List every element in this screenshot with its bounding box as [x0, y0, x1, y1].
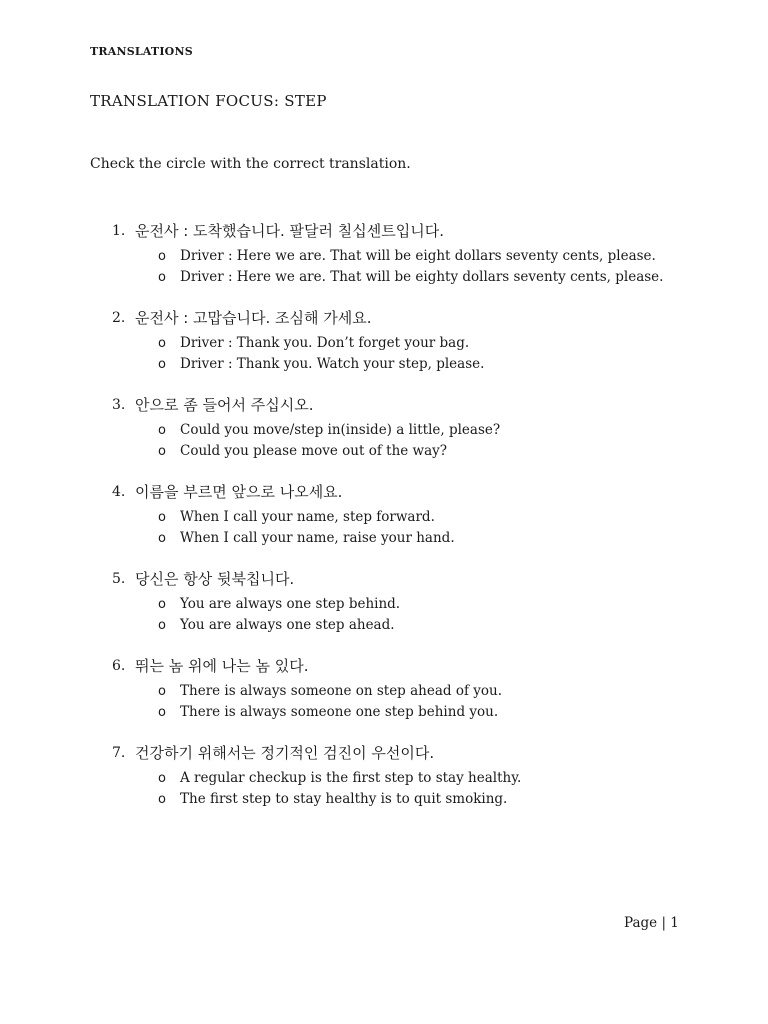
circle-icon[interactable]: o [158, 705, 166, 720]
question-korean-text: 운전사 : 도착했습니다. 팔달러 칠십센트입니다. [135, 222, 444, 240]
circle-icon[interactable]: o [158, 336, 166, 351]
answer-option[interactable] [90, 507, 690, 528]
question-number: 7. [112, 745, 126, 761]
answer-options [90, 681, 690, 723]
answer-option-text: Driver : Thank you. Don’t forget your bag. [180, 335, 470, 351]
circle-icon[interactable]: o [158, 249, 166, 264]
question-korean-text: 건강하기 위해서는 정기적인 검진이 우선이다. [135, 744, 435, 762]
answer-option[interactable] [90, 594, 690, 615]
question-number: 1. [112, 223, 126, 239]
answer-option[interactable] [90, 528, 690, 549]
circle-icon[interactable]: o [158, 531, 166, 546]
question-spacer [90, 462, 690, 479]
answer-options [90, 420, 690, 462]
question-spacer [90, 375, 690, 392]
answer-options [90, 333, 690, 375]
question-list [90, 218, 690, 810]
answer-option-text: When I call your name, raise your hand. [180, 530, 455, 546]
answer-option[interactable] [90, 420, 690, 441]
answer-option-text: Driver : Here we are. That will be eighty dollars seventy cents, please. [180, 269, 664, 285]
answer-option-text: When I call your name, step forward. [180, 509, 435, 525]
circle-icon[interactable]: o [158, 771, 166, 786]
question-spacer [90, 549, 690, 566]
question-korean [90, 392, 690, 418]
circle-icon[interactable]: o [158, 423, 166, 438]
answer-options [90, 246, 690, 288]
answer-option[interactable] [90, 354, 690, 375]
answer-option[interactable] [90, 267, 690, 288]
question-korean-text: 당신은 항상 뒷북칩니다. [135, 570, 295, 588]
page-header: TRANSLATIONS [90, 45, 193, 58]
page-title: TRANSLATION FOCUS: STEP [90, 92, 327, 110]
answer-option-text: Could you move/step in(inside) a little, please? [180, 422, 501, 438]
question-number: 2. [112, 310, 126, 326]
answer-options [90, 594, 690, 636]
answer-option-text: The first step to stay healthy is to quit smoking. [180, 791, 508, 807]
circle-icon[interactable]: o [158, 510, 166, 525]
question-item [90, 740, 690, 810]
circle-icon[interactable]: o [158, 792, 166, 807]
question-spacer [90, 636, 690, 653]
question-item [90, 305, 690, 392]
circle-icon[interactable]: o [158, 357, 166, 372]
answer-option[interactable] [90, 702, 690, 723]
answer-option-text: Could you please move out of the way? [180, 443, 448, 459]
answer-option-text: Driver : Here we are. That will be eight dollars seventy cents, please. [180, 248, 656, 264]
page-number: Page | 1 [624, 915, 679, 931]
answer-option[interactable] [90, 768, 690, 789]
question-number: 6. [112, 658, 126, 674]
instructions-text: Check the circle with the correct translation. [90, 156, 411, 172]
answer-option[interactable] [90, 246, 690, 267]
question-korean-text: 이름을 부르면 앞으로 나오세요. [135, 483, 343, 501]
question-item [90, 566, 690, 653]
question-korean-text: 뛰는 놈 위에 나는 놈 있다. [135, 657, 309, 675]
question-number: 4. [112, 484, 126, 500]
answer-option-text: You are always one step ahead. [180, 617, 395, 633]
answer-option-text: You are always one step behind. [180, 596, 401, 612]
answer-option[interactable] [90, 789, 690, 810]
circle-icon[interactable]: o [158, 684, 166, 699]
answer-option-text: A regular checkup is the first step to stay healthy. [180, 770, 522, 786]
answer-options [90, 507, 690, 549]
question-korean [90, 305, 690, 331]
question-number: 5. [112, 571, 126, 587]
answer-option[interactable] [90, 615, 690, 636]
circle-icon[interactable]: o [158, 270, 166, 285]
question-korean-text: 안으로 좀 들어서 주십시오. [135, 396, 314, 414]
answer-option-text: There is always someone on step ahead of you. [180, 683, 502, 699]
question-korean [90, 218, 690, 244]
question-spacer [90, 288, 690, 305]
answer-option[interactable] [90, 333, 690, 354]
question-spacer [90, 723, 690, 740]
answer-options [90, 768, 690, 810]
question-korean-text: 운전사 : 고맙습니다. 조심해 가세요. [135, 309, 372, 327]
answer-option-text: There is always someone one step behind you. [180, 704, 499, 720]
answer-option[interactable] [90, 441, 690, 462]
question-korean [90, 479, 690, 505]
answer-option[interactable] [90, 681, 690, 702]
question-item [90, 218, 690, 305]
circle-icon[interactable]: o [158, 618, 166, 633]
question-korean [90, 740, 690, 766]
question-item [90, 392, 690, 479]
answer-option-text: Driver : Thank you. Watch your step, please. [180, 356, 485, 372]
question-item [90, 653, 690, 740]
question-korean [90, 566, 690, 592]
question-item [90, 479, 690, 566]
circle-icon[interactable]: o [158, 597, 166, 612]
circle-icon[interactable]: o [158, 444, 166, 459]
question-korean [90, 653, 690, 679]
question-number: 3. [112, 397, 126, 413]
